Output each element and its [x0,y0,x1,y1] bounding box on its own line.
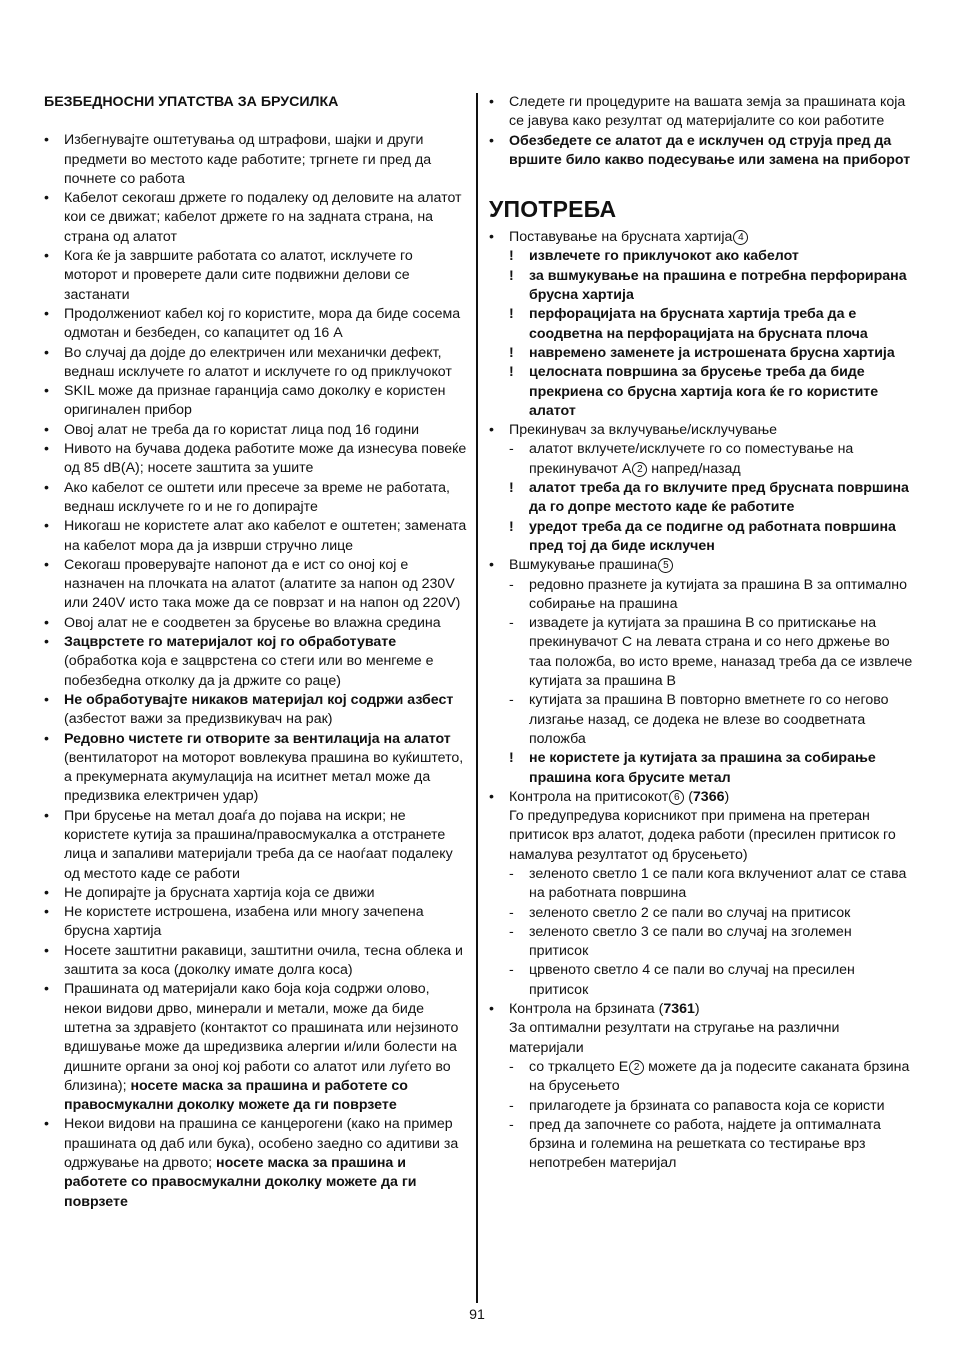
warning-icon: ! [509,750,514,767]
text: Носете заштитни ракавици, заштитни очила, тесна облека и заштита за коса (доколку имате долга коса) [64,942,463,979]
warning-item [489,305,913,344]
text: напред/назад [647,460,741,477]
sub-item [489,904,913,923]
text: Следете ги процедурите на вашата земја за прашината која се јавува како резултат од материјалите со кои работите [509,94,906,130]
list-item [44,305,468,344]
dash-marker: - [509,441,514,458]
text: Избегнувајте оштетувања од штрафови, шајки и други предмети во местото каде работите; тргнете ги пред да почнете со работа [64,132,432,187]
text: прилагодете ја брзината со рапавоста која се користи [529,1097,885,1114]
warning-item [489,479,913,518]
text: Продолжениот кабел кој го користите, мора да биде сосема одмотан и безбеден, со капацитет од 16 А [64,305,461,342]
bold-text: целосната површина за брусење треба да биде прекриена со брусна хартија кога ќе го користите алатот [529,364,879,419]
list-item [489,93,913,132]
sub-item [489,1116,913,1174]
text: ) [724,788,730,805]
dash-marker: - [509,904,514,921]
section-heading-safety: БЕЗБЕДНОСНИ УПАТСТВА ЗА БРУСИЛКА [44,94,339,110]
text: пред да започнете со работа, најдете ја оптималната брзина и големина на решетката со тестирање врз непотребен материјал [529,1116,881,1172]
text: Не допирајте ја брусната хартија која се движи [64,884,375,901]
sub-item [489,440,913,479]
text: Прекинувач за вклучување/исклучување [509,422,777,439]
sub-item [489,1097,913,1116]
text: Кога ќе ја завршите работата со алатот, исклучете го моторот и проверете дали сите подвижни делови се застанати [64,248,413,303]
dash-marker: - [509,923,514,940]
sub-item [489,614,913,691]
list-item [489,1000,913,1058]
text: кутијата за прашина В повторно вметнете го со негово лизгање назад, се додека не влезе во соодветната положба [529,692,889,747]
list-item [44,517,468,556]
warning-item [489,363,913,421]
text: Поставување на брусната хартија [509,229,733,246]
figure-ref-icon: 5 [658,558,673,573]
text: (вентилаторот на моторот вовлекува прашина во куќиштето, а прекумерната акумулација на иситнет метал може да предизвика електричен удар) [64,749,464,805]
list-item [489,788,913,865]
warning-item [489,518,913,557]
usage-list [489,228,913,1174]
sub-item [489,865,913,904]
text: Нивото на бучава додека работите може да изнесува повеќе од 85 dB(A); носете заштита за ушите [64,441,467,477]
list-item [44,247,468,305]
list-item [44,189,468,247]
text: Овој алат не е соодветен за брусење во влажна средина [64,614,441,631]
text: Никогаш не користете алат ако кабелот е оштетен; замената на кабелот мора да ја изврши стручно лице [64,518,467,554]
list-item [44,903,468,942]
text: Контрола на притисокот [509,788,669,805]
dash-marker: - [509,1058,514,1075]
list-item [44,131,468,189]
warning-icon: ! [509,518,514,535]
warning-icon: ! [509,364,514,381]
figure-ref-icon: 4 [733,230,748,245]
bold-text: Редовно чистете ги отворите за вентилација на алатот [64,730,451,747]
bold-text: Не обработувајте никаков материјал кој содржи азбест [64,691,454,708]
text: При брусење на метал доаѓа до појава на искри; не користете кутија за прашина/правосмукалка а отстранете лица и запаливи материјали треба да се наоѓаат подалеку од местото каде се работи [64,807,453,882]
text: алатот вклучете/исклучете го со поместување на прекинувачот А [529,441,854,477]
list-item [44,382,468,421]
bold-text: 7366 [692,788,725,805]
list-item [44,691,468,730]
sub-item [489,691,913,749]
sub-item [489,576,913,615]
text: За оптимални резултати на стругање на различни материјали [509,1020,840,1056]
list-item [44,942,468,981]
list-item [44,633,468,691]
text: ) [694,1001,700,1018]
bold-text: перфорацијата на брусната хартија треба да е соодветна на перфорацијата на брусната плоча [529,306,868,342]
list-item [44,440,468,479]
list-item [489,228,913,247]
dash-marker: - [509,615,514,632]
list-item [44,730,468,807]
list-item [44,614,468,633]
text: (азбестот важи за предизвикувач на рак) [64,711,333,728]
text: со тркалцето Е [529,1058,629,1075]
text: Ако кабелот се оштети или пресече за време не работата, веднаш исклучете го и не го допирајте [64,479,450,515]
dash-marker: - [509,962,514,979]
right-top-list [489,93,913,170]
figure-ref-icon: 2 [632,462,647,477]
dash-marker: - [509,1116,514,1133]
text: Прашината од материјали како боја која содржи олово, некои видови дрво, минерали и метали, може да биде штетна за здравјето (контактот со прашината или нејзиното вдишување може да шредизвика алергии и/или болести на дишните органи за оној кој работи со алатот или луѓето во близина); [64,981,459,1094]
bold-text: носете маска за прашина и работете со правосмукални доколку можете да ги поврзете [64,1077,408,1114]
text: SKIL може да признае гаранција само доколку е користен оригинален прибор [64,383,446,419]
dash-marker: - [509,865,514,882]
list-item [44,1115,468,1211]
list-item [489,556,913,575]
text: зеленото светло 2 се пали во случај на притисок [529,904,851,921]
list-item [44,556,468,614]
figure-ref-icon: 6 [669,790,684,805]
left-column [44,93,468,1212]
column-divider [476,93,478,1303]
sub-item [489,1058,913,1097]
text: Вшмукување прашина [509,557,658,574]
warning-icon: ! [509,480,514,497]
list-item [489,421,913,440]
list-item [44,344,468,383]
page-number: 91 [469,1307,485,1323]
bold-text: навремено заменете ја истрошената брусна хартија [529,344,895,361]
dash-marker: - [509,1097,514,1114]
text: црвеното светло 4 се пали во случај на пресилен притисок [529,962,855,998]
list-item [44,479,468,518]
bold-text: Зацврстете го материјалот кој го обработувате [64,634,397,651]
text: зеленото светло 1 се пали кога вклучениот алат се става на работната површина [529,865,907,902]
text: Некои видови на прашина се канцерогени (како на пример прашината од даб или бука), особено заедно со адитиви за одржување на дрвото; [64,1116,459,1172]
dash-marker: - [509,692,514,709]
right-column [489,93,913,1174]
safety-list [44,131,468,1212]
bold-text: алатот треба да го вклучите пред брусната површина да го допре местото каде ќе работите [529,480,909,516]
bold-text: извлечете го приклучокот ако кабелот [529,248,799,265]
warning-icon: ! [509,344,514,361]
warning-icon: ! [509,248,514,265]
warning-item [489,247,913,266]
text: редовно празнете ја кутијата за прашина В за оптимално собирање на прашина [529,576,908,612]
warning-item [489,749,913,788]
text: (обработка која е зацврстена со стеги или во менгеме е побезбедна отколку да ја држите со раце) [64,653,434,689]
figure-ref-icon: 2 [629,1060,644,1075]
warning-item [489,267,913,306]
list-item [44,421,468,440]
text: Кабелот секогаш држете го подалеку од деловите на алатот кои се движат; кабелот држете го на задната страна, на страна од алатот [64,190,462,245]
text: зеленото светло 3 се пали во случај на зголемен притисок [529,923,852,960]
text: ( [684,788,693,805]
text: Овој алат не треба да го користат лица под 16 години [64,421,420,438]
list-item [44,807,468,884]
bold-text: за вшмукување на прашина е потребна перфорирана брусна хартија [529,267,907,304]
sub-item [489,961,913,1000]
sub-item [489,923,913,962]
text: можете да ја подесите саканата брзина на брусењето [529,1058,910,1095]
bold-text: 7361 [663,1001,695,1018]
text: Во случај да дојде до електричен или механички дефект, веднаш исклучете го алатот и исклучете го од приклучокот [64,344,452,380]
list-item [44,884,468,903]
list-item [44,980,468,1115]
bold-text: уредот треба да се подигне од работната површина пред тој да биде исклучен [529,518,896,554]
warning-item [489,344,913,363]
bold-text: Обезбедете се алатот да е исклучен од струја пред да вршите било какво подесување или замена на приборот [509,132,911,168]
section-title-usage: УПОТРЕБА [489,196,617,223]
text: Не користете истрошена, изабена или многу зачепена брусна хартија [64,904,424,940]
warning-icon: ! [509,306,514,323]
text: Секогаш проверувајте напонот да е ист со оној кој е назначен на плочката на алатот (алатите за напон од 230V или 240V исто така може да се поврзат и на напон од 220V) [64,556,461,612]
text: Го предупредува корисникот при примена на претеран притисок врз алатот, додека работи (пресилен притисок го намалува резултатот од брусењето) [509,808,896,863]
text: Контрола на брзината ( [509,1001,664,1018]
dash-marker: - [509,576,514,593]
list-item [489,132,913,171]
warning-icon: ! [509,267,514,284]
bold-text: носете маска за прашина и работете со правосмукални доколку можете да ги поврзете [64,1155,417,1210]
bold-text: не користете ја кутијата за прашина за собирање прашина кога брусите метал [529,750,876,786]
text: извадете ја кутијата за прашина В со притискање на прекинувачот С на левата страна и со него држење во таа положба, во исто време, наназад треба да се извлече кутијата за прашина В [529,615,913,690]
